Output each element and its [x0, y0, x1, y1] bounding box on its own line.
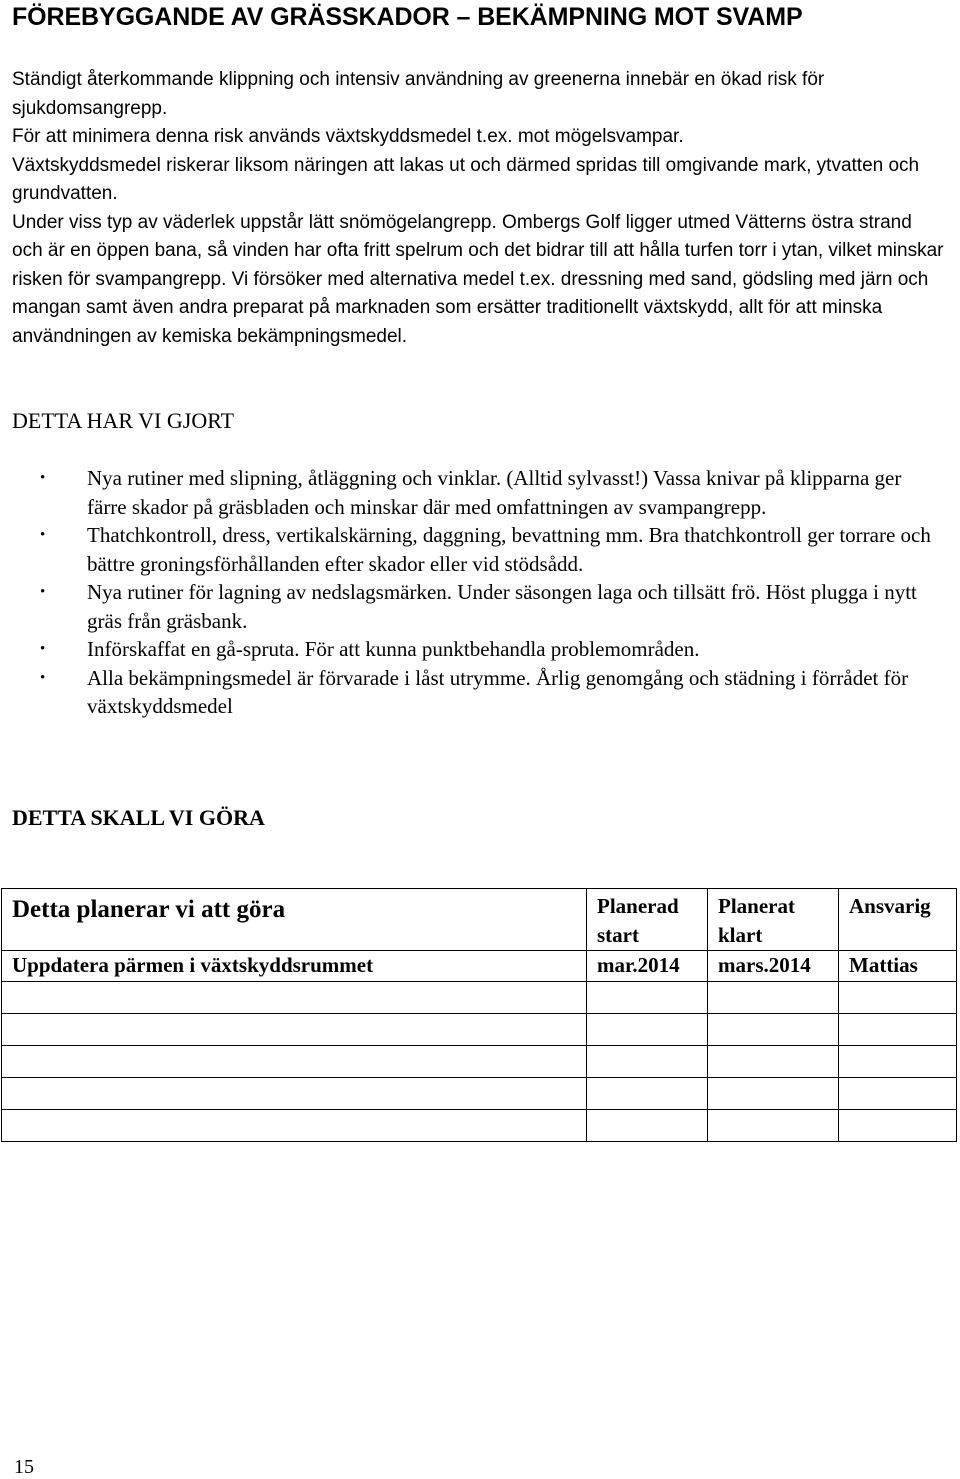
table-cell [587, 1014, 708, 1046]
table-cell [839, 1014, 957, 1046]
table-row [2, 951, 957, 982]
page-title: FÖREBYGGANDE AV GRÄSSKADOR – BEKÄMPNING MOT SVAMP [12, 3, 803, 31]
table-cell [708, 1014, 839, 1046]
intro-paragraph: Växtskyddsmedel riskerar liksom näringen att lakas ut och därmed spridas till omgivande mark, ytvatten och grundvatten. [12, 154, 920, 204]
table-cell: Mattias [839, 951, 957, 982]
list-item [40, 464, 945, 521]
bullet-icon: • [40, 527, 46, 543]
list-item [40, 664, 945, 721]
table-cell [587, 1046, 708, 1078]
table-cell [587, 982, 708, 1014]
table-header-row [2, 889, 957, 951]
list-item [40, 521, 945, 578]
bullet-icon: • [40, 669, 46, 686]
list-item-text: Nya rutiner för lagning av nedslagsmärken. Under säsongen laga och tillsätt frö. Höst plugga i nytt gräs från gräsbank. [87, 580, 917, 633]
intro-paragraph: Under viss typ av väderlek uppstår lätt snömögelangrepp. Ombergs Golf ligger utmed Vätterns östra strand och är en öppen bana, så vinden har ofta fritt spelrum och det bidrar till att hålla turfen torr i ytan, vilket minskar risken för svampangrepp. Vi försöker med alternativa medel t.ex. dressning med sand, gödsling med järn och mangan samt även andra preparat på marknaden som ersätter traditionellt växtskydd, allt för att minska användningen av kemiska bekämpningsmedel. [12, 211, 944, 347]
header-cell-responsible: Ansvarig [839, 889, 957, 951]
section-heading-done: DETTA HAR VI GJORT [12, 408, 235, 433]
table-cell: mars.2014 [708, 951, 839, 982]
table-cell [839, 1110, 957, 1142]
intro-paragraph: Ständigt återkommande klippning och intensiv användning av greenerna innebär en ökad risk för sjukdomsangrepp. [12, 69, 825, 119]
list-item-text: Nya rutiner med slipning, åtläggning och vinklar. (Alltid sylvasst!) Vassa knivar på klipparna ger färre skador på gräsbladen och minskar där med omfattningen av svampangrepp. [87, 466, 902, 519]
done-list [40, 464, 945, 721]
empty-table-row [2, 982, 957, 1014]
table-cell [839, 1046, 957, 1078]
empty-table-row [2, 1046, 957, 1078]
table-cell [708, 1110, 839, 1142]
page-number: 15 [14, 1456, 34, 1478]
header-cell-finish: Planerat klart [708, 889, 839, 951]
list-item-text: Införskaffat en gå-spruta. För att kunna punktbehandla problemområden. [87, 637, 700, 661]
section-heading-plan: DETTA SKALL VI GÖRA [12, 805, 265, 830]
table-cell [587, 1078, 708, 1110]
list-item-text: Thatchkontroll, dress, vertikalskärning, daggning, bevattning mm. Bra thatchkontroll ger torrare och bättre groningsförhållanden efter skador eller vid stödsådd. [87, 523, 931, 576]
table-cell [708, 1046, 839, 1078]
header-cell-task: Detta planerar vi att göra [2, 889, 587, 951]
table-cell [2, 1046, 587, 1078]
table-cell [708, 1078, 839, 1110]
empty-table-row [2, 1110, 957, 1142]
table-cell [2, 1110, 587, 1142]
table-cell: Uppdatera pärmen i växtskyddsrummet [2, 951, 587, 982]
table-cell [839, 982, 957, 1014]
table-cell [587, 1110, 708, 1142]
table-cell [2, 1078, 587, 1110]
intro-paragraph: För att minimera denna risk används växtskyddsmedel t.ex. mot mögelsvampar. [12, 126, 684, 147]
list-item [40, 635, 945, 664]
intro-text [12, 66, 947, 351]
table-cell [708, 982, 839, 1014]
bullet-icon: • [40, 584, 46, 600]
plan-table [1, 888, 957, 1142]
table-cell [2, 1014, 587, 1046]
table-cell [839, 1078, 957, 1110]
empty-table-row [2, 1014, 957, 1046]
list-item [40, 578, 945, 635]
empty-table-row [2, 1078, 957, 1110]
list-item-text: Alla bekämpningsmedel är förvarade i låst utrymme. Årlig genomgång och städning i förrådet för växtskyddsmedel [87, 665, 909, 718]
bullet-icon: • [40, 470, 46, 486]
header-cell-start: Planerad start [587, 889, 708, 951]
table-cell: mar.2014 [587, 951, 708, 982]
table-cell [2, 982, 587, 1014]
bullet-icon: • [40, 641, 46, 657]
